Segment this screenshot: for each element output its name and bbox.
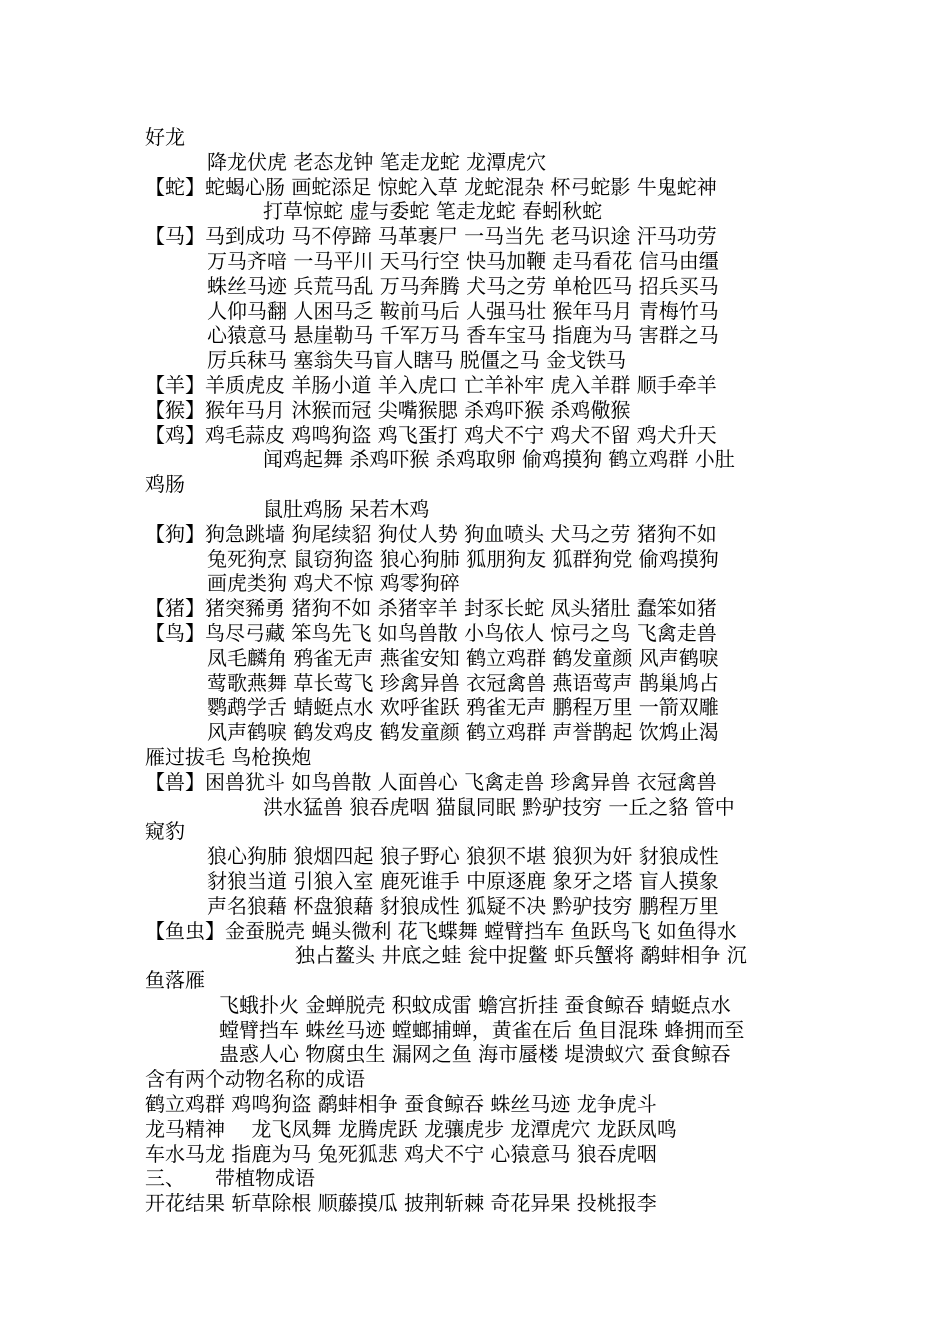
text-line: 车水马龙 指鹿为马 兔死狐悲 鸡犬不宁 心猿意马 狼吞虎咽	[145, 1141, 657, 1166]
text-line: 鹦鹉学舌 蜻蜓点水 欢呼雀跃 鸦雀无声 鹏程万里 一箭双雕	[207, 695, 719, 720]
text-line: 鸡肠	[145, 472, 185, 497]
text-line: 鱼落雁	[145, 968, 205, 993]
text-line: 人仰马翻 人困马乏 鞍前马后 人强马壮 猴年马月 青梅竹马	[207, 298, 719, 323]
text-line: 蛛丝马迹 兵荒马乱 万马奔腾 犬马之劳 单枪匹马 招兵买马	[207, 273, 719, 298]
text-line: 龙马精神 龙飞凤舞 龙腾虎跃 龙骧虎步 龙潭虎穴 龙跃凤鸣	[145, 1116, 677, 1141]
text-line: 降龙伏虎 老态龙钟 笔走龙蛇 龙潭虎穴	[207, 149, 547, 174]
beast-section: 【兽】困兽犹斗 如鸟兽散 人面兽心 飞禽走兽 珍禽异兽 衣冠禽兽	[145, 769, 717, 794]
text-line: 风声鹤唳 鹤发鸡皮 鹤发童颜 鹤立鸡群 声誉鹊起 饮鸩止渴	[207, 720, 719, 745]
sheep-section: 【羊】羊质虎皮 羊肠小道 羊入虎口 亡羊补牢 虎入羊群 顺手牵羊	[145, 372, 717, 397]
text-line: 打草惊蛇 虚与委蛇 笔走龙蛇 春蚓秋蛇	[263, 199, 603, 224]
text-line: 鼠肚鸡肠 呆若木鸡	[263, 496, 430, 521]
text-line: 飞蛾扑火 金蝉脱壳 积蚊成雷 蟾宫折挂 蚕食鲸吞 蜻蜓点水	[219, 992, 731, 1017]
pig-section: 【猪】猪突豨勇 猪狗不如 杀猪宰羊 封豕长蛇 凤头猪肚 蠢笨如猪	[145, 596, 717, 621]
text-line: 画虎类狗 鸡犬不惊 鸡零狗碎	[207, 571, 460, 596]
text-line: 螳臂挡车 蛛丝马迹 螳螂捕蝉，黄雀在后 鱼目混珠 蜂拥而至	[219, 1017, 745, 1042]
text-line: 独占鳌头 井底之蛙 瓮中捉鳖 虾兵蟹将 鹬蚌相争 沉	[295, 943, 747, 968]
chicken-section: 【鸡】鸡毛蒜皮 鸡鸣狗盗 鸡飞蛋打 鸡犬不宁 鸡犬不留 鸡犬升天	[145, 422, 717, 447]
bird-section: 【鸟】鸟尽弓藏 笨鸟先飞 如鸟兽散 小鸟依人 惊弓之鸟 飞禽走兽	[145, 620, 717, 645]
text-line: 心猿意马 悬崖勒马 千军万马 香车宝马 指鹿为马 害群之马	[207, 323, 719, 348]
idiom-list	[145, 125, 815, 1216]
text-line: 雁过拔毛 鸟枪换炮	[145, 744, 312, 769]
dog-section: 【狗】狗急跳墙 狗尾续貂 狗仗人势 狗血喷头 犬马之劳 猪狗不如	[145, 521, 717, 546]
two-animals-heading: 含有两个动物名称的成语	[145, 1067, 365, 1092]
text-line: 狼心狗肺 狼烟四起 狼子野心 狼狈不堪 狼狈为奸 豺狼成性	[207, 844, 719, 869]
text-line: 好龙	[145, 125, 185, 149]
text-line: 万马齐喑 一马平川 天马行空 快马加鞭 走马看花 信马由缰	[207, 248, 719, 273]
text-line: 兔死狗烹 鼠窃狗盗 狼心狗肺 狐朋狗友 狐群狗党 偷鸡摸狗	[207, 546, 719, 571]
horse-section: 【马】马到成功 马不停蹄 马革裹尸 一马当先 老马识途 汗马功劳	[145, 224, 717, 249]
text-line: 开花结果 斩草除根 顺藤摸瓜 披荆斩棘 奇花异果 投桃报李	[145, 1191, 657, 1216]
monkey-section: 【猴】猴年马月 沐猴而冠 尖嘴猴腮 杀鸡吓猴 杀鸡儆猴	[145, 397, 631, 422]
text-line: 蛊惑人心 物腐虫生 漏网之鱼 海市蜃楼 堤溃蚁穴 蚕食鲸吞	[219, 1042, 731, 1067]
text-line: 鹤立鸡群 鸡鸣狗盗 鹬蚌相争 蚕食鲸吞 蛛丝马迹 龙争虎斗	[145, 1092, 657, 1117]
plant-idioms-heading: 三、 带植物成语	[145, 1166, 315, 1191]
text-line: 莺歌燕舞 草长莺飞 珍禽异兽 衣冠禽兽 燕语莺声 鹊巢鸠占	[207, 670, 719, 695]
text-line: 闻鸡起舞 杀鸡吓猴 杀鸡取卵 偷鸡摸狗 鹤立鸡群 小肚	[263, 447, 735, 472]
text-line: 洪水猛兽 狼吞虎咽 猫鼠同眠 黔驴技穷 一丘之貉 管中	[263, 794, 735, 819]
text-line: 声名狼藉 杯盘狼藉 豺狼成性 狐疑不决 黔驴技穷 鹏程万里	[207, 893, 719, 918]
text-line: 窥豹	[145, 819, 185, 844]
snake-section: 【蛇】蛇蝎心肠 画蛇添足 惊蛇入草 龙蛇混杂 杯弓蛇影 牛鬼蛇神	[145, 174, 717, 199]
text-line: 豺狼当道 引狼入室 鹿死谁手 中原逐鹿 象牙之塔 盲人摸象	[207, 868, 719, 893]
fish-insect-section: 【鱼虫】金蚕脱壳 蝇头微利 花飞蝶舞 螳臂挡车 鱼跃鸟飞 如鱼得水	[145, 918, 737, 943]
text-line: 凤毛麟角 鸦雀无声 燕雀安知 鹤立鸡群 鹤发童颜 风声鹤唳	[207, 645, 719, 670]
text-line: 厉兵秣马 塞翁失马盲人瞎马 脱僵之马 金戈铁马	[207, 348, 627, 373]
